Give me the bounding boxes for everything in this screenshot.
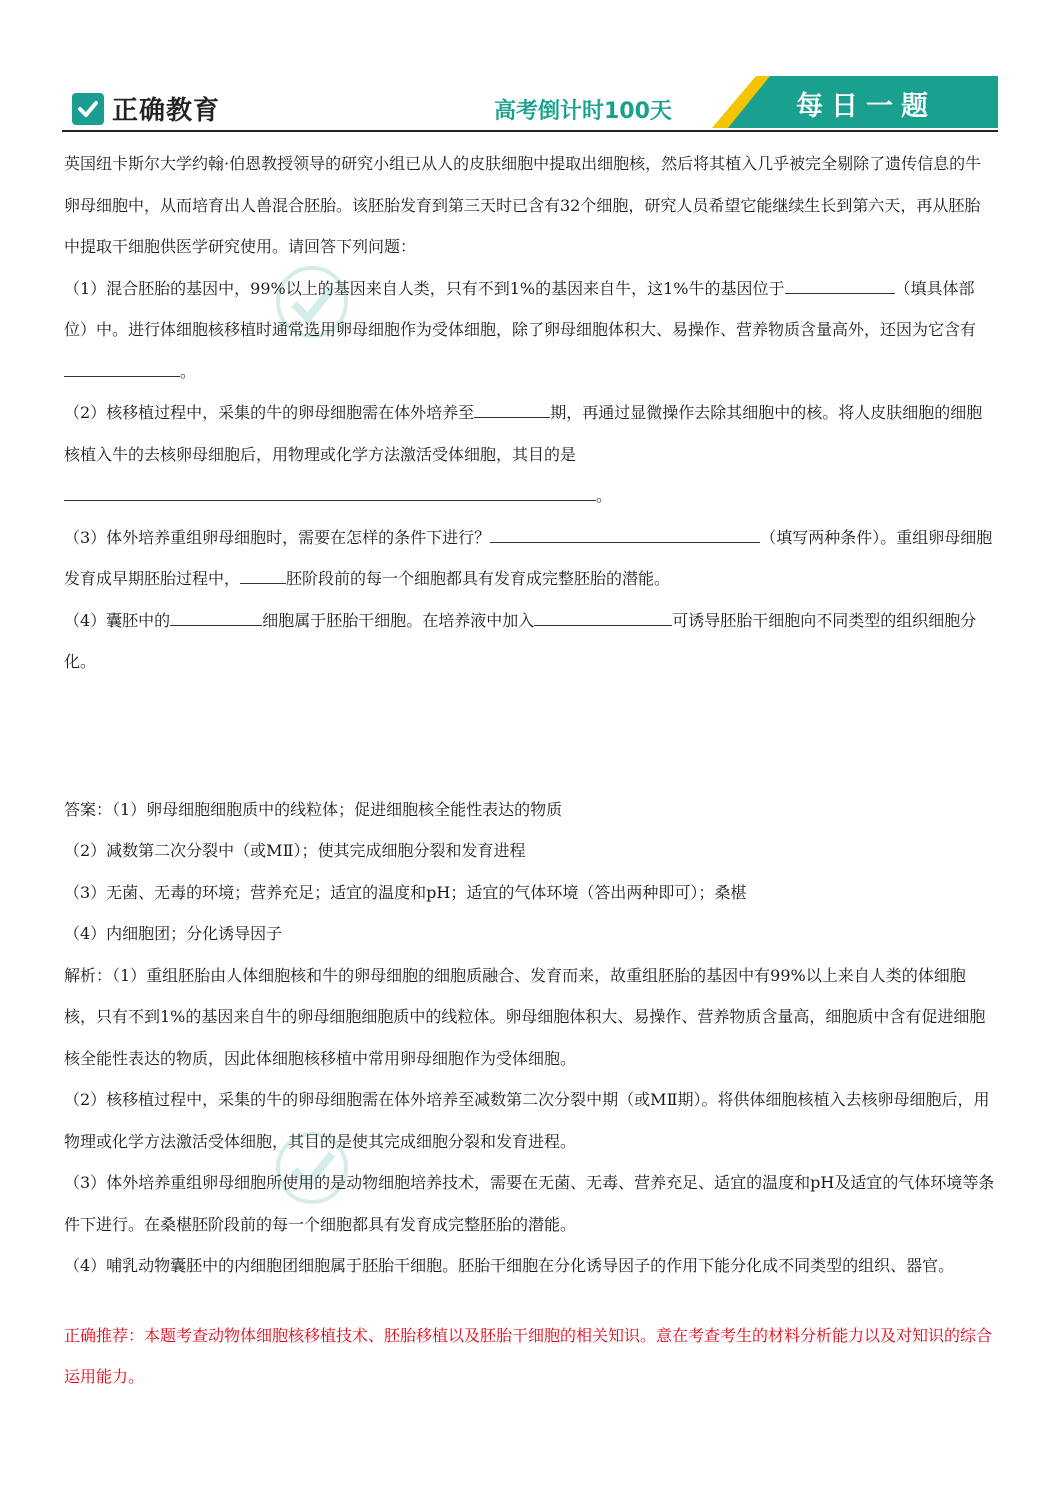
question-2-part-b: 期，再通过显微操作去除其细胞中的核。将人皮肤细胞的细胞核植入牛的去核卵母细胞后，用物理或化学方法激活受体细胞，其目的是 <box>64 403 983 464</box>
question-4-part-b: 细胞属于胚胎干细胞。在培养液中加入 <box>262 610 535 630</box>
logo-text: 正确教育 <box>112 96 221 126</box>
question-1-part-a: （1）混合胚胎的基因中，99%以上的基因来自人类，只有不到1%的基因来自牛，这1%牛的基因位于 <box>64 278 785 298</box>
answer-4: （4）内细胞团；分化诱导因子 <box>64 924 283 943</box>
question-2 <box>64 392 996 517</box>
answer-blank <box>64 362 180 377</box>
question-intro: 英国纽卡斯尔大学约翰·伯恩教授领导的研究小组已从人的皮肤细胞中提取出细胞核，然后将其植入几乎被完全剔除了遗传信息的牛卵母细胞中，从而培育出人兽混合胚胎。该胚胎发育到第三天时已含有32个细胞，研究人员希望它能继续生长到第六天，再从胚胎中提取干细胞供医学研究使用。请回答下列问题： <box>64 154 982 256</box>
question-3-part-a: （3）体外培养重组卵母细胞时，需要在怎样的条件下进行？ <box>64 527 491 547</box>
answer-blank <box>785 279 895 294</box>
answer-blank <box>240 569 286 584</box>
header-divider <box>62 130 998 132</box>
question-1 <box>64 268 996 393</box>
analysis-2: （2）核移植过程中，采集的牛的卵母细胞需在体外培养至减数第二次分裂中期（或MⅡ期）。将供体细胞核植入去核卵母细胞后，用物理或化学方法激活受体细胞，其目的是使其完成细胞分裂和发育进程。 <box>64 1090 990 1151</box>
check-icon <box>72 93 104 125</box>
recommendation: 正确推荐：本题考查动物体细胞核移植技术、胚胎移植以及胚胎干细胞的相关知识。意在考查考生的材料分析能力以及对知识的综合运用能力。 <box>64 1325 993 1386</box>
page-header <box>62 76 998 132</box>
answer-blank <box>490 528 760 543</box>
question-3-part-c: 胚阶段前的每一个细胞都具有发育成完整胚胎的潜能。 <box>286 569 671 588</box>
countdown-text: 高考倒计时100天 <box>494 99 672 124</box>
banner-title: 每日一题 <box>796 91 936 122</box>
question-1-part-b: （填具体部位）中。进行体细胞核移植时通常选用卵母细胞作为受体细胞，除了卵母细胞体积大、易操作、营养物质含量高外，还因为它含有 <box>64 278 977 339</box>
analysis-3: （3）体外培养重组卵母细胞所使用的是动物细胞培养技术，需要在无菌、无毒、营养充足、适宜的温度和pH及适宜的气体环境等条件下进行。在桑椹胚阶段前的每一个细胞都具有发育成完整胚胎的潜能。 <box>64 1173 995 1234</box>
answer-blank <box>170 611 262 626</box>
answer-blank <box>474 403 550 418</box>
question-4-part-c: 可诱导胚胎干细胞向不同类型的组织细胞分化。 <box>64 610 977 671</box>
question-3 <box>64 517 996 600</box>
answer-blank <box>64 486 596 501</box>
answer-2: （2）减数第二次分裂中（或MⅡ）；使其完成细胞分裂和发育进程 <box>64 841 526 860</box>
question-1-part-c: 。 <box>180 361 197 381</box>
question-3-part-b: （填写两种条件）。重组卵母细胞发育成早期胚胎过程中， <box>64 527 993 588</box>
brand-logo <box>72 90 220 127</box>
question-4 <box>64 600 996 683</box>
document-body <box>64 143 996 1398</box>
question-2-part-c: 。 <box>596 486 613 505</box>
answer-3: （3）无菌、无毒的环境；营养充足；适宜的温度和pH；适宜的气体环境（答出两种即可）；桑椹 <box>64 882 747 902</box>
question-4-part-a: （4）囊胚中的 <box>64 610 171 630</box>
analysis-4: （4）哺乳动物囊胚中的内细胞团细胞属于胚胎干细胞。胚胎干细胞在分化诱导因子的作用下能分化成不同类型的组织、器官。 <box>64 1256 955 1275</box>
question-2-part-a: （2）核移植过程中，采集的牛的卵母细胞需在体外培养至 <box>64 403 475 422</box>
answer-1: 答案：（1）卵母细胞细胞质中的线粒体；促进细胞核全能性表达的物质 <box>64 799 563 819</box>
analysis-1: 解析：（1）重组胚胎由人体细胞核和牛的卵母细胞的细胞质融合、发育而来，故重组胚胎的基因中有99%以上来自人类的体细胞核，只有不到1%的基因来自牛的卵母细胞细胞质中的线粒体。卵母细胞体积大、易操作、营养物质含量高，细胞质中含有促进细胞核全能性表达的物质，因此体细胞核移植中常用卵母细胞作为受体细胞。 <box>64 965 986 1068</box>
answer-blank <box>534 611 672 626</box>
